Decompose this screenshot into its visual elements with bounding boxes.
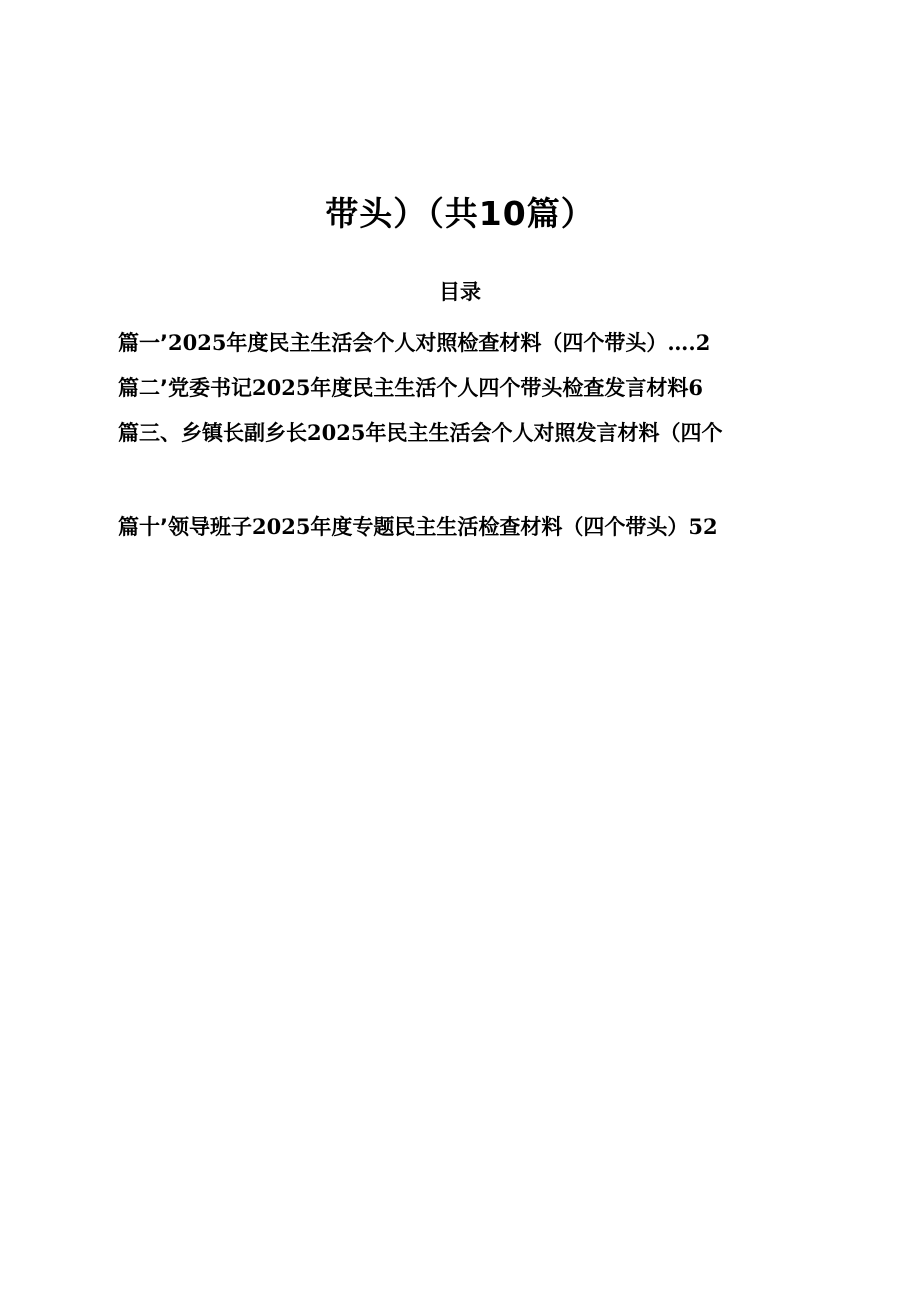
toc-item-label: 篇三、 xyxy=(118,421,181,445)
toc-item-text: 党委书记2025年度民主生活个人四个带头检查发言材料6 xyxy=(167,375,704,400)
toc-item-label: 篇二’ xyxy=(118,376,168,400)
toc-item[interactable] xyxy=(118,327,710,357)
toc-item[interactable] xyxy=(118,417,722,447)
toc-item[interactable] xyxy=(118,511,718,541)
toc-item-text: 2025年度民主生活会个人对照检查材料（四个带头）….2 xyxy=(167,330,711,355)
document-title: 带头）（共10篇） xyxy=(325,194,595,233)
toc-item-label: 篇十’ xyxy=(118,515,168,539)
toc-item-label: 篇一’ xyxy=(118,331,168,355)
toc-item[interactable] xyxy=(118,372,703,402)
toc-item-text: 领导班子2025年度专题民主生活检查材料（四个带头）52 xyxy=(167,514,718,539)
toc-heading: 目录 xyxy=(439,280,481,304)
toc-item-text: 乡镇长副乡长2025年民主生活会个人对照发言材料（四个 xyxy=(181,420,723,445)
